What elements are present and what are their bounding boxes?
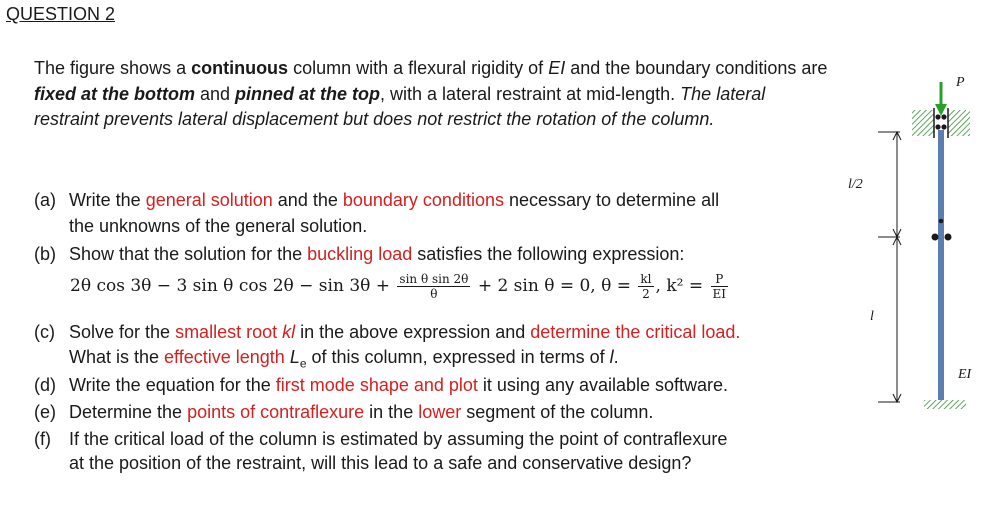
mid-restraint-right-roller: [945, 234, 952, 241]
problem-statement: The figure shows a continuous column with a flexural rigidity of EI and the boundary conditions are fixed at the bottom and pinned at the top, with a lateral restraint at mid-length. The lateral restraint prevents lateral displacement but does not restrict the rotation of the column.: [34, 58, 828, 129]
part-f: (f) If the critical load of the column is estimated by assuming the point of contraflexure: [34, 429, 728, 449]
part-b: (b) Show that the solution for the buckling load satisfies the following expression:: [34, 244, 685, 264]
fraction-kl: $\frac{kl}{2}$: [640, 272, 652, 301]
part-d: (d) Write the equation for the first mode shape and plot it using any available software.: [34, 375, 729, 395]
part-a-line2: the unknowns of the general solution.: [69, 216, 368, 236]
top-roller-2: [935, 124, 940, 129]
full-length-label: l: [870, 309, 874, 324]
top-support-right-hatch: [948, 110, 970, 136]
part-f-line2: at the position of the restraint, will this lead to a safe and conservative design?: [69, 453, 692, 473]
top-roller-1: [935, 114, 940, 119]
fraction-sin: $\frac{\text{sin θ sin 2θ}}{\theta}$: [399, 272, 469, 301]
column-diagram: [840, 60, 1005, 420]
mid-restraint-left-roller: [932, 234, 939, 241]
half-length-label: l/2: [848, 177, 863, 192]
top-roller-4: [941, 124, 946, 129]
part-c: (c) Solve for the smallest root kl in the above expression and determine the critical load.: [34, 322, 741, 342]
part-c-line2: What is the effective length $L_e$ of this column, expressed in terms of l.: [69, 347, 619, 371]
top-roller-3: [941, 114, 946, 119]
fraction-p-ei: $\frac{P}{EI}$: [712, 272, 726, 301]
question-title: QUESTION 2: [6, 4, 116, 24]
ei-label: EI: [958, 367, 972, 382]
load-arrow-icon: [935, 104, 947, 116]
part-e: (e) Determine the points of contraflexure in the lower segment of the column.: [34, 402, 654, 422]
buckling-equation: 2θ cos 3θ − 3 sin θ cos 2θ − sin 3θ + $\frac{\text{sin θ sin 2θ}}{\theta}$ + 2 sin θ = 0, θ = $\frac{kl}{2}$ , k² = $\frac{P}{EI}$: [70, 272, 726, 301]
top-support-left-hatch: [912, 110, 934, 136]
column-member: [938, 130, 944, 400]
fixed-base-hatch: [924, 400, 966, 409]
mid-marker-dot: [939, 219, 944, 224]
load-label: P: [956, 75, 965, 90]
part-a: (a) Write the general solution and the boundary conditions necessary to determine all: [34, 190, 720, 210]
